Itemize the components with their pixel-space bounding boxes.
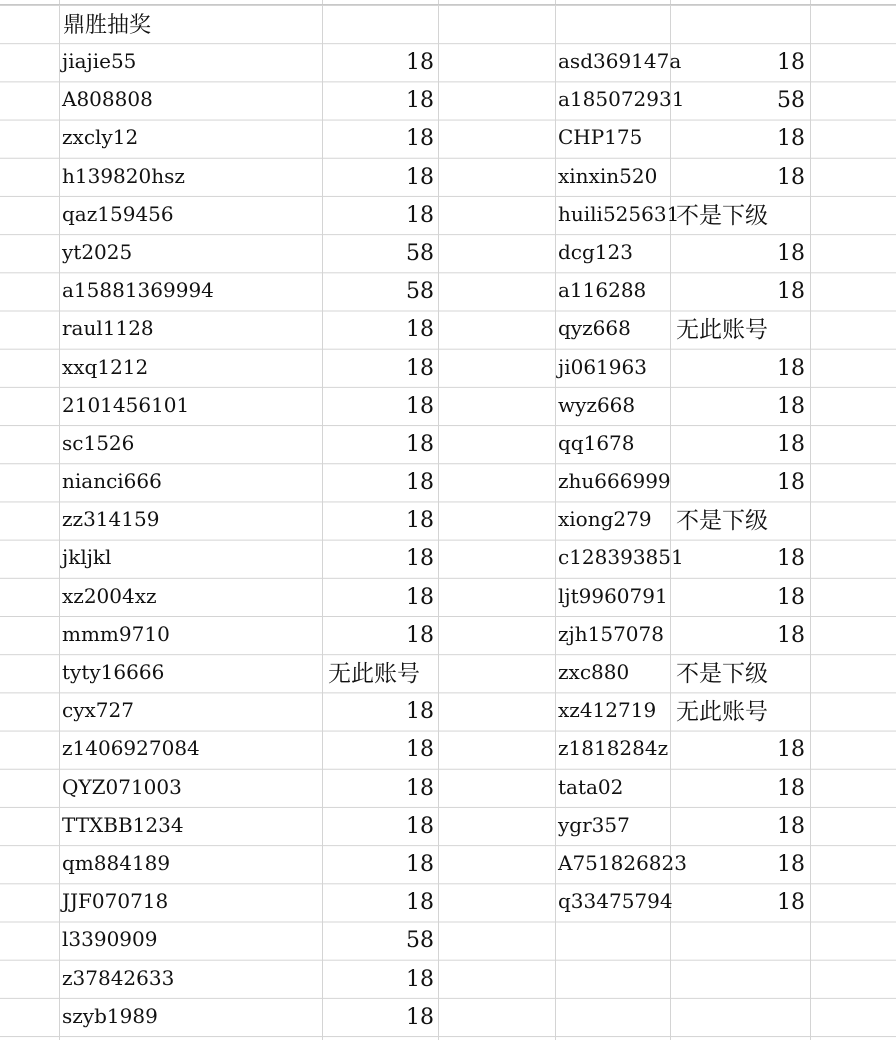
value-cell[interactable]: 18 bbox=[406, 164, 434, 190]
account-name-cell[interactable]: xinxin520 bbox=[558, 163, 658, 188]
right-column-block bbox=[558, 43, 810, 921]
table-row bbox=[62, 425, 438, 463]
value-cell[interactable]: 58 bbox=[406, 240, 434, 266]
value-cell[interactable]: 18 bbox=[406, 546, 434, 572]
value-cell[interactable]: 18 bbox=[777, 240, 805, 266]
table-row bbox=[558, 310, 810, 348]
table-row bbox=[62, 960, 438, 998]
account-name-cell[interactable]: z1818284z bbox=[558, 736, 669, 761]
table-row bbox=[558, 616, 810, 654]
account-name-cell[interactable]: A808808 bbox=[62, 87, 153, 112]
value-cell[interactable]: 18 bbox=[777, 813, 805, 839]
value-cell[interactable]: 18 bbox=[406, 393, 434, 419]
table-row bbox=[62, 845, 438, 883]
table-row bbox=[62, 921, 438, 959]
table-row bbox=[558, 807, 810, 845]
table-row bbox=[62, 463, 438, 501]
table-row bbox=[62, 310, 438, 348]
account-name-cell[interactable]: ygr357 bbox=[558, 812, 630, 837]
table-row bbox=[62, 807, 438, 845]
account-name-cell[interactable]: szyb1989 bbox=[62, 1003, 158, 1028]
account-name-cell[interactable]: zxc880 bbox=[558, 660, 630, 684]
table-row bbox=[558, 119, 810, 157]
table-row bbox=[62, 81, 438, 119]
account-name-cell[interactable]: zhu666999 bbox=[558, 469, 671, 494]
table-row bbox=[558, 349, 810, 387]
table-row bbox=[558, 387, 810, 425]
account-name-cell[interactable]: h139820hsz bbox=[62, 163, 185, 188]
value-cell[interactable]: 18 bbox=[406, 126, 434, 152]
value-cell[interactable]: 18 bbox=[777, 126, 805, 152]
value-cell[interactable]: 18 bbox=[777, 393, 805, 419]
account-name-cell[interactable]: zz314159 bbox=[62, 507, 160, 532]
value-cell[interactable]: 18 bbox=[406, 890, 434, 916]
table-row bbox=[558, 463, 810, 501]
value-cell[interactable]: 18 bbox=[406, 431, 434, 457]
table-row bbox=[62, 883, 438, 921]
table-row bbox=[62, 272, 438, 310]
account-name-cell[interactable]: tata02 bbox=[558, 774, 624, 799]
value-cell[interactable]: 18 bbox=[777, 851, 805, 877]
account-name-cell[interactable]: a15881369994 bbox=[62, 278, 214, 303]
account-name-cell[interactable]: JJF070718 bbox=[62, 889, 169, 914]
account-name-cell[interactable]: jkljkl bbox=[62, 545, 112, 570]
account-name-cell[interactable]: mmm9710 bbox=[62, 621, 170, 646]
account-name-cell[interactable]: c128393851 bbox=[558, 545, 684, 570]
value-cell[interactable]: 58 bbox=[406, 928, 434, 954]
table-row bbox=[558, 654, 810, 692]
account-name-cell[interactable]: zxcly12 bbox=[62, 125, 139, 150]
table-row bbox=[558, 539, 810, 577]
table-row bbox=[62, 692, 438, 730]
account-name-cell[interactable]: q33475794 bbox=[558, 889, 673, 914]
value-cell[interactable]: 18 bbox=[406, 622, 434, 648]
left-column-block bbox=[62, 43, 438, 1036]
value-cell[interactable]: 18 bbox=[777, 431, 805, 457]
table-row bbox=[62, 616, 438, 654]
value-cell[interactable]: 18 bbox=[777, 279, 805, 305]
account-name-cell[interactable]: xz2004xz bbox=[62, 583, 157, 608]
value-cell[interactable]: 18 bbox=[406, 50, 434, 75]
account-name-cell[interactable]: z1406927084 bbox=[62, 736, 200, 761]
table-row bbox=[558, 578, 810, 616]
account-name-cell[interactable]: sc1526 bbox=[62, 430, 135, 455]
value-cell[interactable]: 18 bbox=[406, 813, 434, 839]
account-name-cell[interactable]: dcg123 bbox=[558, 239, 633, 264]
value-cell[interactable]: 18 bbox=[777, 890, 805, 916]
value-cell[interactable]: 18 bbox=[777, 737, 805, 763]
value-cell[interactable]: 18 bbox=[406, 470, 434, 496]
account-name-cell[interactable]: asd369147a bbox=[558, 49, 682, 73]
status-note-cell[interactable]: 不是下级 bbox=[676, 661, 768, 687]
status-note-cell[interactable]: 无此账号 bbox=[676, 317, 768, 344]
account-name-cell[interactable]: wyz668 bbox=[558, 392, 636, 417]
table-row bbox=[62, 998, 438, 1036]
table-row bbox=[558, 425, 810, 463]
value-cell[interactable]: 18 bbox=[406, 584, 434, 610]
value-cell[interactable]: 18 bbox=[406, 1004, 434, 1030]
value-cell[interactable]: 18 bbox=[406, 355, 434, 381]
value-cell[interactable]: 18 bbox=[406, 851, 434, 877]
account-name-cell[interactable]: qm884189 bbox=[62, 850, 171, 875]
account-name-cell[interactable]: z37842633 bbox=[62, 965, 175, 990]
account-name-cell[interactable]: zjh157078 bbox=[558, 621, 664, 646]
table-row bbox=[558, 692, 810, 730]
account-name-cell[interactable]: ji061963 bbox=[558, 354, 647, 379]
account-name-cell[interactable]: a185072931 bbox=[558, 87, 685, 112]
table-row bbox=[558, 501, 810, 539]
table-row bbox=[558, 730, 810, 768]
table-row bbox=[558, 196, 810, 234]
table-row bbox=[558, 158, 810, 196]
table-row bbox=[62, 654, 438, 692]
account-name-cell[interactable]: jiajie55 bbox=[62, 49, 137, 73]
table-row bbox=[558, 845, 810, 883]
account-name-cell[interactable]: tyty16666 bbox=[62, 660, 165, 684]
status-note-cell[interactable]: 无此账号 bbox=[328, 661, 420, 687]
account-name-cell[interactable]: a116288 bbox=[558, 278, 647, 303]
table-row bbox=[62, 578, 438, 616]
table-row bbox=[558, 234, 810, 272]
value-cell[interactable]: 18 bbox=[777, 50, 805, 75]
table-row bbox=[62, 349, 438, 387]
account-name-cell[interactable]: 2101456101 bbox=[62, 392, 190, 417]
value-cell[interactable]: 18 bbox=[406, 966, 434, 992]
table-row bbox=[62, 234, 438, 272]
value-cell[interactable]: 18 bbox=[777, 164, 805, 190]
account-name-cell[interactable]: l3390909 bbox=[62, 927, 158, 952]
top-border bbox=[0, 4, 896, 5]
table-row bbox=[558, 769, 810, 807]
value-cell[interactable]: 18 bbox=[777, 622, 805, 648]
status-note-cell[interactable]: 不是下级 bbox=[676, 508, 768, 535]
table-row bbox=[62, 769, 438, 807]
table-row bbox=[62, 387, 438, 425]
account-name-cell[interactable]: qaz159456 bbox=[62, 201, 174, 226]
account-name-cell[interactable]: xxq1212 bbox=[62, 354, 149, 379]
value-cell[interactable]: 18 bbox=[406, 699, 434, 725]
table-row bbox=[62, 43, 438, 81]
value-cell[interactable]: 18 bbox=[406, 202, 434, 228]
account-name-cell[interactable]: cyx727 bbox=[62, 698, 134, 723]
table-row bbox=[62, 158, 438, 196]
table-row bbox=[62, 730, 438, 768]
account-name-cell[interactable]: xiong279 bbox=[558, 507, 652, 532]
account-name-cell[interactable]: raul1128 bbox=[62, 316, 154, 341]
account-name-cell[interactable]: CHP175 bbox=[558, 125, 643, 150]
account-name-cell[interactable]: nianci666 bbox=[62, 469, 162, 494]
table-row bbox=[558, 81, 810, 119]
value-cell[interactable]: 58 bbox=[406, 279, 434, 305]
value-cell[interactable]: 18 bbox=[777, 546, 805, 572]
table-row bbox=[558, 43, 810, 81]
value-cell[interactable]: 58 bbox=[777, 88, 805, 114]
status-note-cell[interactable]: 无此账号 bbox=[676, 699, 768, 726]
table-row bbox=[62, 196, 438, 234]
value-cell[interactable]: 18 bbox=[777, 584, 805, 610]
table-row bbox=[558, 883, 810, 921]
sheet-title-cell[interactable]: 鼎胜抽奖 bbox=[63, 13, 152, 38]
account-name-cell[interactable]: yt2025 bbox=[62, 239, 133, 264]
value-cell[interactable]: 18 bbox=[777, 470, 805, 496]
table-row bbox=[62, 539, 438, 577]
account-name-cell[interactable]: qq1678 bbox=[558, 430, 635, 455]
account-name-cell[interactable]: qyz668 bbox=[558, 316, 631, 341]
value-cell[interactable]: 18 bbox=[406, 508, 434, 534]
value-cell[interactable]: 18 bbox=[406, 775, 434, 801]
value-cell[interactable]: 18 bbox=[777, 775, 805, 801]
account-name-cell[interactable]: huili525631 bbox=[558, 201, 680, 226]
account-name-cell[interactable]: ljt9960791 bbox=[558, 583, 668, 608]
account-name-cell[interactable]: QYZ071003 bbox=[62, 774, 182, 799]
value-cell[interactable]: 18 bbox=[406, 737, 434, 763]
value-cell[interactable]: 18 bbox=[406, 317, 434, 343]
value-cell[interactable]: 18 bbox=[777, 355, 805, 381]
table-row bbox=[62, 119, 438, 157]
account-name-cell[interactable]: TTXBB1234 bbox=[62, 812, 184, 837]
table-row bbox=[558, 272, 810, 310]
account-name-cell[interactable]: A751826823 bbox=[558, 850, 687, 875]
status-note-cell[interactable]: 不是下级 bbox=[676, 202, 768, 229]
value-cell[interactable]: 18 bbox=[406, 88, 434, 114]
table-row bbox=[62, 501, 438, 539]
account-name-cell[interactable]: xz412719 bbox=[558, 698, 657, 723]
